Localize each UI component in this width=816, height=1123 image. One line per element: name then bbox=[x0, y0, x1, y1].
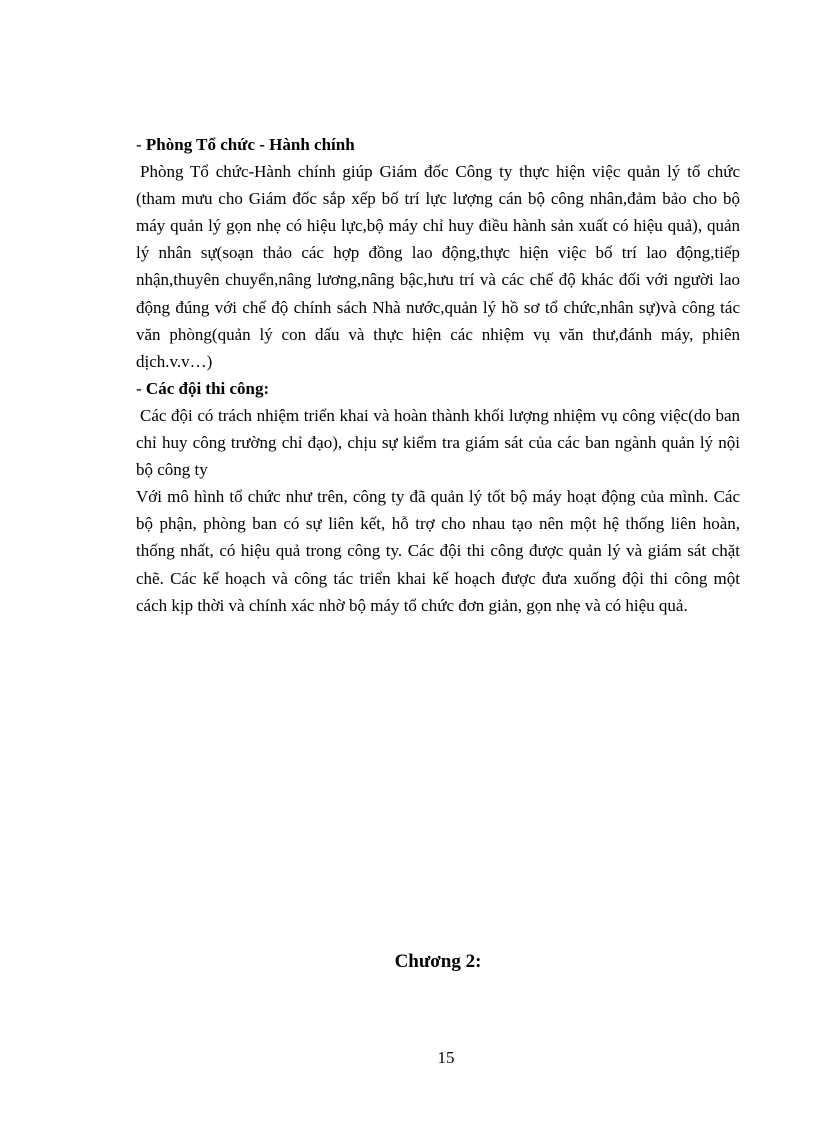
section-heading-cac-doi-thi-cong bbox=[136, 375, 740, 402]
paragraph-cac-doi-thi-cong: Các đội có trách nhiệm triển khai và hoàn thành khối lượng nhiệm vụ công việc(do ban chỉ huy công trường chỉ đạo), chịu sự kiểm tra giám sát của các ban ngành quản lý nội bộ công ty bbox=[136, 405, 740, 480]
paragraph-mo-hinh-to-chuc: Với mô hình tổ chức như trên, công ty đã quản lý tốt bộ máy hoạt động của mình. Các bộ phận, phòng ban có sự liên kết, hỗ trợ cho nhau tạo nên một hệ thống liên hoàn, thống nhất, có hiệu quả trong công ty. Các đội thi công được quản lý và giám sát chặt chẽ. Các kế hoạch và công tác triển khai kế hoạch được đưa xuống đội thi công một cách kịp thời và chính xác nhờ bộ máy tổ chức đơn giản, gọn nhẹ và có hiệu quả. bbox=[136, 487, 740, 615]
heading-dash: - bbox=[136, 378, 146, 398]
page-body bbox=[136, 131, 740, 619]
section-heading-to-chuc-hanh-chinh bbox=[136, 131, 740, 158]
heading-dash: - bbox=[136, 135, 146, 154]
heading-text: Phòng Tổ chức - Hành chính bbox=[145, 135, 355, 154]
heading-text: Các đội thi công: bbox=[145, 378, 270, 398]
paragraph-to-chuc-hanh-chinh: Phòng Tổ chức-Hành chính giúp Giám đốc Công ty thực hiện việc quản lý tổ chức (tham mưu cho Giám đốc sắp xếp bố trí lực lượng cán bộ công nhân,đảm bảo cho bộ máy quản lý gọn nhẹ có hiệu lực,bộ máy chỉ huy điều hành sản xuất có hiệu quả), quản lý nhân sự(soạn thảo các hợp đồng lao động,thực hiện việc bố trí lao động,tiếp nhận,thuyên chuyển,nâng lương,nâng bậc,hưu trí và các chế độ khác đối với người lao động đúng với chế độ chính sách Nhà nước,quản lý hồ sơ tổ chức,nhân sự)và công tác văn phòng(quản lý con dấu và thực hiện các nhiệm vụ văn thư,đánh máy, phiên dịch.v.v…) bbox=[136, 162, 740, 371]
page-number: 15 bbox=[437, 1048, 455, 1067]
chapter-title: Chương 2: bbox=[394, 951, 482, 972]
